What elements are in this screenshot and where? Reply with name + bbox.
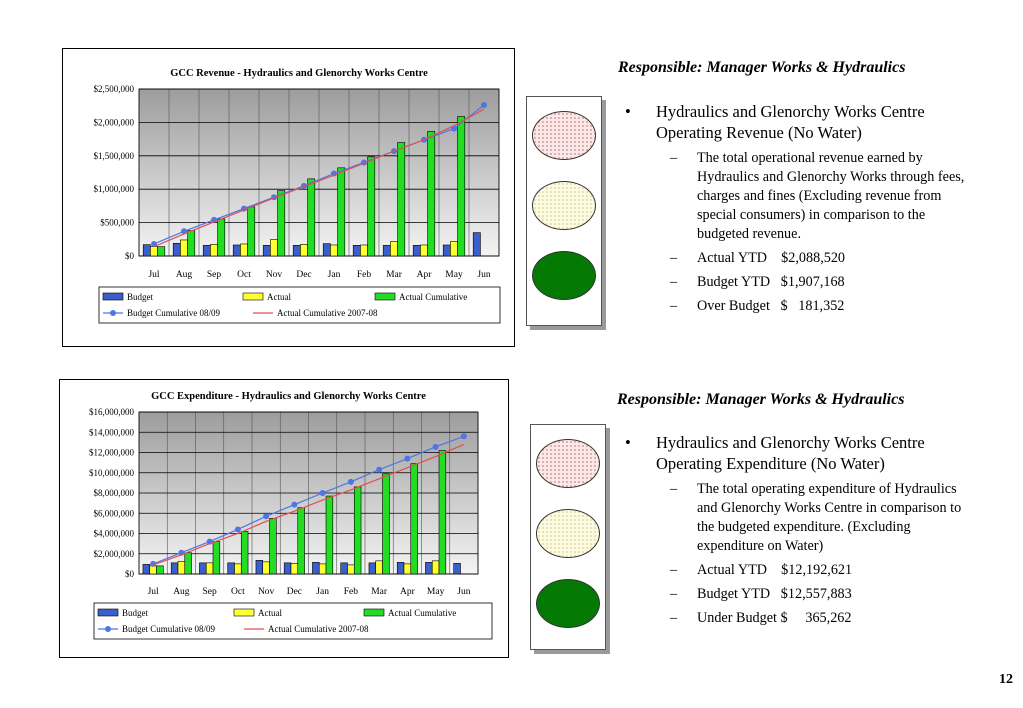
expenditure-chart [59, 379, 509, 658]
bar-budget [203, 245, 210, 256]
y-tick-label: $500,000 [100, 217, 134, 228]
line-point [320, 490, 326, 496]
responsible-label: Responsible: Manager Works & Hydraulics [617, 391, 905, 408]
traffic-light-yellow [532, 181, 596, 230]
y-tick-label: $1,000,000 [93, 184, 134, 195]
bar-actual-cumulative [428, 131, 435, 256]
bar-actual-cumulative [368, 157, 375, 256]
bar-budget [443, 245, 450, 256]
x-tick-label: Mar [386, 270, 402, 280]
x-tick-label: Nov [265, 270, 283, 280]
bar-actual-cumulative [439, 451, 446, 574]
bar-actual [330, 245, 337, 256]
sub-item: – Under Budget $ 365,262 [670, 610, 852, 626]
bar-actual [263, 562, 270, 574]
legend-swatch [103, 293, 123, 300]
expenditure-bullets [620, 432, 970, 633]
chart-title: GCC Expenditure - Hydraulics and Glenorchy Works Centre [151, 391, 426, 402]
x-tick-label: Nov [257, 587, 275, 597]
bar-actual [150, 247, 157, 256]
x-tick-label: Dec [286, 587, 303, 597]
traffic-light-green [536, 579, 600, 628]
sub-item: – The total operational revenue earned by Hydraulics and Glenorchy Works through fees, charges and fines (Excluding revenue from special consumers) in comparison to the budgeted revenue. [670, 150, 965, 242]
revenue-bullets [620, 101, 970, 321]
bar-actual-cumulative [308, 179, 315, 256]
sub-item: – The total operating expenditure of Hydraulics and Glenorchy Works Centre in comparison to the budgeted expenditure. (Excluding expenditure on Water) [670, 481, 962, 554]
bar-actual [432, 561, 439, 574]
legend-swatch [234, 609, 254, 616]
legend-label: Budget [122, 608, 148, 618]
revenue-chart-svg [63, 49, 514, 346]
bar-budget [284, 563, 291, 574]
bar-actual-cumulative [383, 474, 390, 574]
x-tick-label: Dec [296, 270, 312, 280]
y-tick-label: $2,000,000 [93, 117, 134, 128]
bullet-text: Hydraulics and Glenorchy Works Centre Operating Expenditure (No Water) [656, 433, 925, 473]
line-point [433, 444, 439, 450]
traffic-light-green [532, 251, 596, 300]
y-tick-label: $0 [125, 569, 134, 579]
legend-label: Actual [267, 292, 291, 302]
bar-budget [143, 245, 150, 256]
bar-budget [425, 562, 432, 574]
x-tick-label: Jan [316, 587, 329, 597]
line-point [404, 456, 410, 462]
bar-actual [390, 242, 397, 256]
x-tick-label: Feb [356, 270, 372, 280]
x-tick-label: Feb [343, 587, 358, 597]
chart-title: GCC Revenue - Hydraulics and Glenorchy Works Centre [170, 68, 428, 79]
bar-actual-cumulative [458, 116, 465, 256]
bar-budget [341, 563, 348, 574]
x-tick-label: Sep [202, 587, 217, 597]
traffic-light-yellow [536, 509, 600, 558]
x-tick-label: May [445, 270, 463, 280]
y-tick-label: $2,000,000 [93, 548, 134, 559]
bar-budget [293, 245, 300, 256]
bar-actual [240, 244, 247, 256]
sub-item: – Budget YTD $1,907,168 [670, 274, 845, 290]
sub-text: Over Budget $ 181,352 [697, 298, 845, 314]
sub-item: – Over Budget $ 181,352 [670, 298, 845, 314]
bar-actual-cumulative [354, 487, 361, 574]
bar-actual [300, 244, 307, 256]
legend-swatch [375, 293, 395, 300]
bar-actual [180, 240, 187, 256]
y-tick-label: $14,000,000 [89, 427, 134, 438]
bar-actual [420, 245, 427, 256]
bullet-dot: • [625, 102, 631, 121]
legend-swatch [98, 609, 118, 616]
bar-budget [263, 245, 270, 256]
sub-text: Budget YTD $12,557,883 [697, 586, 852, 602]
bar-budget [383, 245, 390, 256]
bar-actual-cumulative [270, 518, 277, 574]
legend-label: Budget Cumulative 08/09 [122, 624, 215, 634]
bar-actual-cumulative [278, 191, 285, 256]
y-tick-label: $8,000,000 [93, 488, 134, 498]
bar-budget [143, 564, 150, 574]
y-tick-label: $12,000,000 [89, 447, 134, 458]
x-tick-label: Jul [148, 270, 160, 280]
x-tick-label: Mar [371, 587, 388, 597]
x-tick-label: Oct [237, 270, 251, 280]
bar-budget [473, 233, 480, 256]
bar-budget [397, 562, 404, 574]
x-tick-label: Oct [231, 587, 245, 597]
sub-list [620, 149, 970, 316]
bar-actual [210, 244, 217, 256]
bar-actual [347, 565, 354, 574]
sub-item: – Budget YTD $12,557,883 [670, 586, 852, 602]
bar-actual [206, 563, 213, 574]
legend-marker [105, 626, 111, 632]
bullet-dot: • [625, 433, 631, 452]
bar-budget [454, 563, 461, 574]
line-point [291, 502, 297, 508]
expenditure-chart-svg [60, 380, 508, 657]
line-point [481, 102, 487, 108]
y-tick-label: $10,000,000 [89, 467, 134, 478]
bar-budget [199, 563, 206, 574]
sub-list [620, 480, 970, 628]
sub-text: Actual YTD $12,192,621 [697, 562, 853, 578]
bar-actual [376, 561, 383, 574]
sub-text: Under Budget $ 365,262 [697, 610, 852, 626]
sub-text: Budget YTD $1,907,168 [697, 274, 845, 290]
y-tick-label: $1,500,000 [93, 150, 134, 161]
bar-actual-cumulative [218, 219, 225, 256]
bullet-text: Hydraulics and Glenorchy Works Centre Operating Revenue (No Water) [656, 102, 925, 142]
bar-actual-cumulative [338, 168, 345, 256]
x-tick-label: Jun [457, 587, 471, 597]
legend-label: Actual [258, 608, 282, 618]
line-point [263, 513, 269, 519]
x-tick-label: Aug [175, 270, 193, 280]
bar-actual [150, 566, 157, 574]
bar-actual [178, 561, 185, 574]
revenue-chart [62, 48, 515, 347]
x-tick-label: Jul [147, 587, 159, 597]
bar-budget [256, 560, 263, 574]
bar-actual [360, 245, 367, 256]
bar-actual [319, 564, 326, 574]
bar-actual-cumulative [326, 496, 333, 574]
bar-budget [323, 244, 330, 256]
legend-label: Budget [127, 292, 153, 302]
bar-actual-cumulative [411, 464, 418, 574]
line-point [348, 479, 354, 485]
bar-actual-cumulative [213, 542, 220, 574]
bar-actual-cumulative [188, 231, 195, 256]
bar-actual [450, 242, 457, 256]
bar-actual-cumulative [298, 508, 305, 574]
bullet-item [620, 432, 970, 474]
x-tick-label: Apr [416, 270, 432, 280]
bar-actual-cumulative [158, 247, 165, 256]
bar-actual [270, 240, 277, 256]
traffic-light [526, 96, 602, 326]
page-number: 12 [999, 672, 1013, 687]
x-tick-label: Aug [173, 587, 190, 597]
x-tick-label: Jun [477, 270, 491, 280]
bar-budget [353, 245, 360, 256]
bar-actual-cumulative [248, 207, 255, 256]
legend-swatch [364, 609, 384, 616]
traffic-light [530, 424, 606, 650]
bar-actual [404, 564, 411, 574]
line-point [235, 526, 241, 532]
bar-actual-cumulative [398, 142, 405, 256]
responsible-label: Responsible: Manager Works & Hydraulics [618, 59, 906, 76]
sub-item: – Actual YTD $12,192,621 [670, 562, 853, 578]
y-tick-label: $16,000,000 [89, 407, 134, 417]
bar-actual [291, 563, 298, 574]
bar-actual [234, 564, 241, 574]
legend-label: Actual Cumulative [388, 608, 457, 618]
bar-budget [228, 563, 235, 574]
y-tick-label: $4,000,000 [93, 528, 134, 539]
legend-label: Actual Cumulative 2007-08 [277, 308, 378, 318]
bar-actual-cumulative [241, 531, 248, 574]
bar-budget [369, 563, 376, 574]
bar-actual-cumulative [185, 553, 192, 574]
y-tick-label: $2,500,000 [93, 84, 134, 94]
sub-text: Actual YTD $2,088,520 [697, 250, 846, 266]
bar-budget [171, 563, 178, 574]
y-tick-label: $0 [125, 251, 134, 261]
x-tick-label: Apr [399, 587, 415, 597]
line-point [376, 467, 382, 473]
bar-actual-cumulative [157, 566, 164, 574]
x-tick-label: Jan [327, 270, 341, 280]
legend-label: Actual Cumulative [399, 292, 468, 302]
bar-budget [233, 245, 240, 256]
traffic-light-red [536, 439, 600, 488]
line-point [461, 433, 467, 439]
sub-text: The total operating expenditure of Hydraulics and Glenorchy Works Centre in comparison to the budgeted expenditure. (Excluding expenditure on Water) [697, 481, 962, 554]
legend-marker [110, 310, 116, 316]
bar-budget [413, 245, 420, 256]
sub-item: – Actual YTD $2,088,520 [670, 250, 846, 266]
sub-text: The total operational revenue earned by Hydraulics and Glenorchy Works through fees, charges and fines (Excluding revenue from special consumers) in comparison to the budgeted revenue. [697, 150, 965, 242]
x-tick-label: Sep [206, 270, 222, 280]
traffic-light-red [532, 111, 596, 160]
legend-swatch [243, 293, 263, 300]
legend-label: Actual Cumulative 2007-08 [268, 624, 369, 634]
bullet-item [620, 101, 970, 143]
bar-budget [173, 243, 180, 256]
legend-label: Budget Cumulative 08/09 [127, 308, 220, 318]
y-tick-label: $6,000,000 [93, 508, 134, 519]
x-tick-label: May [426, 587, 445, 597]
bar-budget [312, 562, 319, 574]
